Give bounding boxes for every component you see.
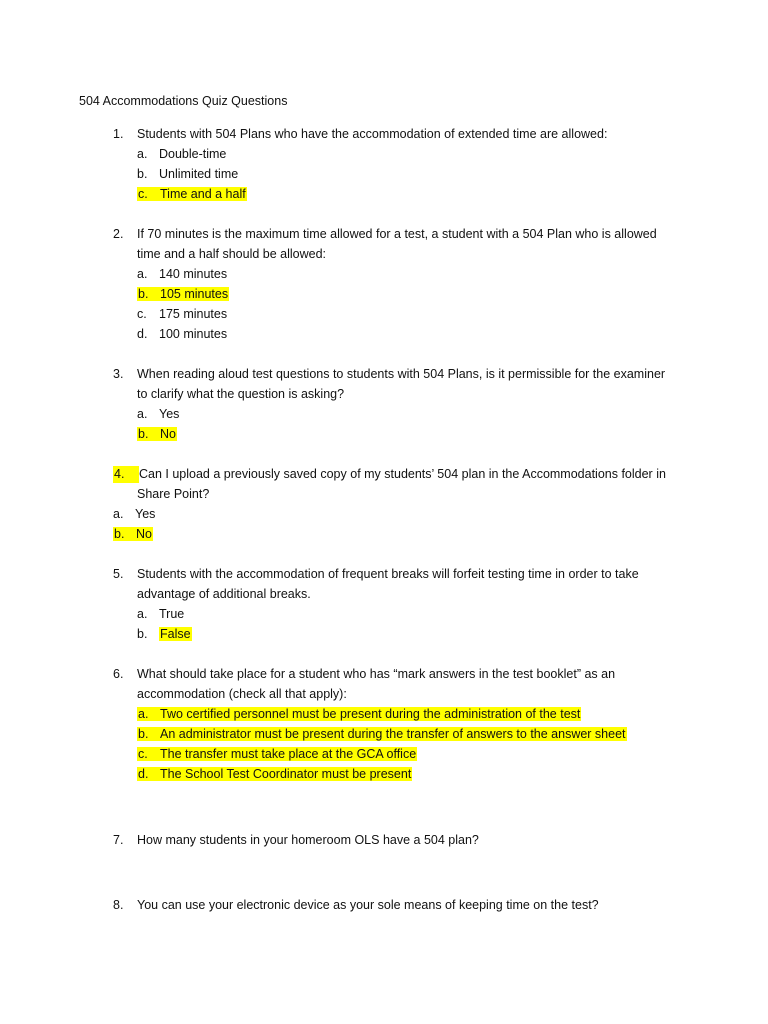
option-6d xyxy=(137,766,412,783)
option-text: Yes xyxy=(135,507,156,521)
option-1a xyxy=(137,146,226,163)
question-text: Students with 504 Plans who have the accommodation of extended time are allowed: xyxy=(137,127,608,141)
option-text: Unlimited time xyxy=(159,167,239,181)
option-text: Double-time xyxy=(159,147,227,161)
option-3b xyxy=(137,426,177,443)
question-6-continued: accommodation (check all that apply): xyxy=(137,687,347,701)
question-2-continued: time and a half should be allowed: xyxy=(137,247,327,261)
question-number: 7. xyxy=(113,833,124,847)
highlighted-answer xyxy=(137,747,417,761)
highlighted-answer xyxy=(137,187,247,201)
question-text: When reading aloud test questions to students with 504 Plans, is it permissible for the examiner xyxy=(137,367,666,381)
question-3-continued: to clarify what the question is asking? xyxy=(137,387,345,401)
highlighted-answer xyxy=(137,707,581,721)
question-5 xyxy=(113,566,639,583)
question-text: You can use your electronic device as your sole means of keeping time on the test? xyxy=(137,898,599,912)
option-5b xyxy=(137,626,192,643)
question-1 xyxy=(113,126,607,143)
option-letter: a. xyxy=(113,507,124,521)
option-letter: a. xyxy=(137,147,148,161)
option-text: Two certified personnel must be present during the administration of the test xyxy=(160,707,581,721)
option-6a xyxy=(137,706,581,723)
option-4a xyxy=(113,506,155,523)
option-text: The School Test Coordinator must be present xyxy=(160,767,412,781)
option-text: Yes xyxy=(159,407,180,421)
question-3 xyxy=(113,366,665,383)
option-letter: a. xyxy=(138,707,149,721)
option-letter: c. xyxy=(138,747,148,761)
question-text: Students with the accommodation of frequent breaks will forfeit testing time in order to take xyxy=(137,567,639,581)
question-number: 8. xyxy=(113,898,124,912)
option-letter: d. xyxy=(137,327,148,341)
option-6c xyxy=(137,746,417,763)
question-number: 2. xyxy=(113,227,124,241)
question-text: If 70 minutes is the maximum time allowed for a test, a student with a 504 Plan who is allowed xyxy=(137,227,657,241)
document-title: 504 Accommodations Quiz Questions xyxy=(79,94,288,108)
option-1b xyxy=(137,166,238,183)
option-letter: c. xyxy=(137,307,147,321)
option-text: No xyxy=(160,427,176,441)
question-5-continued: advantage of additional breaks. xyxy=(137,587,311,601)
highlighted-answer xyxy=(113,527,153,541)
option-letter: b. xyxy=(138,287,149,301)
option-1c xyxy=(137,186,247,203)
option-letter: a. xyxy=(137,267,148,281)
option-3a xyxy=(137,406,179,423)
option-2b xyxy=(137,286,229,303)
highlighted-answer xyxy=(137,287,229,301)
highlighted-answer xyxy=(137,727,627,741)
question-2 xyxy=(113,226,657,243)
option-letter: b. xyxy=(137,167,148,181)
question-number: 3. xyxy=(113,367,124,381)
option-text: The transfer must take place at the GCA office xyxy=(160,747,417,761)
question-text: Can I upload a previously saved copy of my students’ 504 plan in the Accommodations folder in xyxy=(139,467,666,481)
option-2c xyxy=(137,306,227,323)
option-letter: a. xyxy=(137,607,148,621)
option-text: 175 minutes xyxy=(159,307,228,321)
question-7 xyxy=(113,832,479,849)
option-letter: b. xyxy=(138,427,149,441)
highlighted-answer xyxy=(137,767,412,781)
option-text: Time and a half xyxy=(160,187,246,201)
option-letter: b. xyxy=(114,527,125,541)
option-2d xyxy=(137,326,227,343)
question-6 xyxy=(113,666,615,683)
option-2a xyxy=(137,266,227,283)
question-text: How many students in your homeroom OLS have a 504 plan? xyxy=(137,833,479,847)
option-letter: c. xyxy=(138,187,148,201)
option-text: True xyxy=(159,607,185,621)
question-8 xyxy=(113,897,599,914)
option-5a xyxy=(137,606,184,623)
question-number: 5. xyxy=(113,567,124,581)
option-6b xyxy=(137,726,627,743)
option-4b xyxy=(113,526,153,543)
question-number: 4. xyxy=(113,466,139,483)
highlighted-answer xyxy=(137,427,177,441)
option-letter: b. xyxy=(137,627,148,641)
option-letter: b. xyxy=(138,727,149,741)
question-number: 6. xyxy=(113,667,124,681)
question-4 xyxy=(113,466,666,483)
option-text: 105 minutes xyxy=(160,287,229,301)
option-letter: a. xyxy=(137,407,148,421)
option-text: An administrator must be present during the transfer of answers to the answer sheet xyxy=(160,727,626,741)
option-text: False xyxy=(160,627,191,641)
question-number: 1. xyxy=(113,127,124,141)
option-text: 140 minutes xyxy=(159,267,228,281)
question-text: What should take place for a student who has “mark answers in the test booklet” as an xyxy=(137,667,616,681)
question-4-continued: Share Point? xyxy=(137,487,210,501)
option-letter: d. xyxy=(138,767,149,781)
option-text: No xyxy=(136,527,152,541)
option-text: 100 minutes xyxy=(159,327,228,341)
